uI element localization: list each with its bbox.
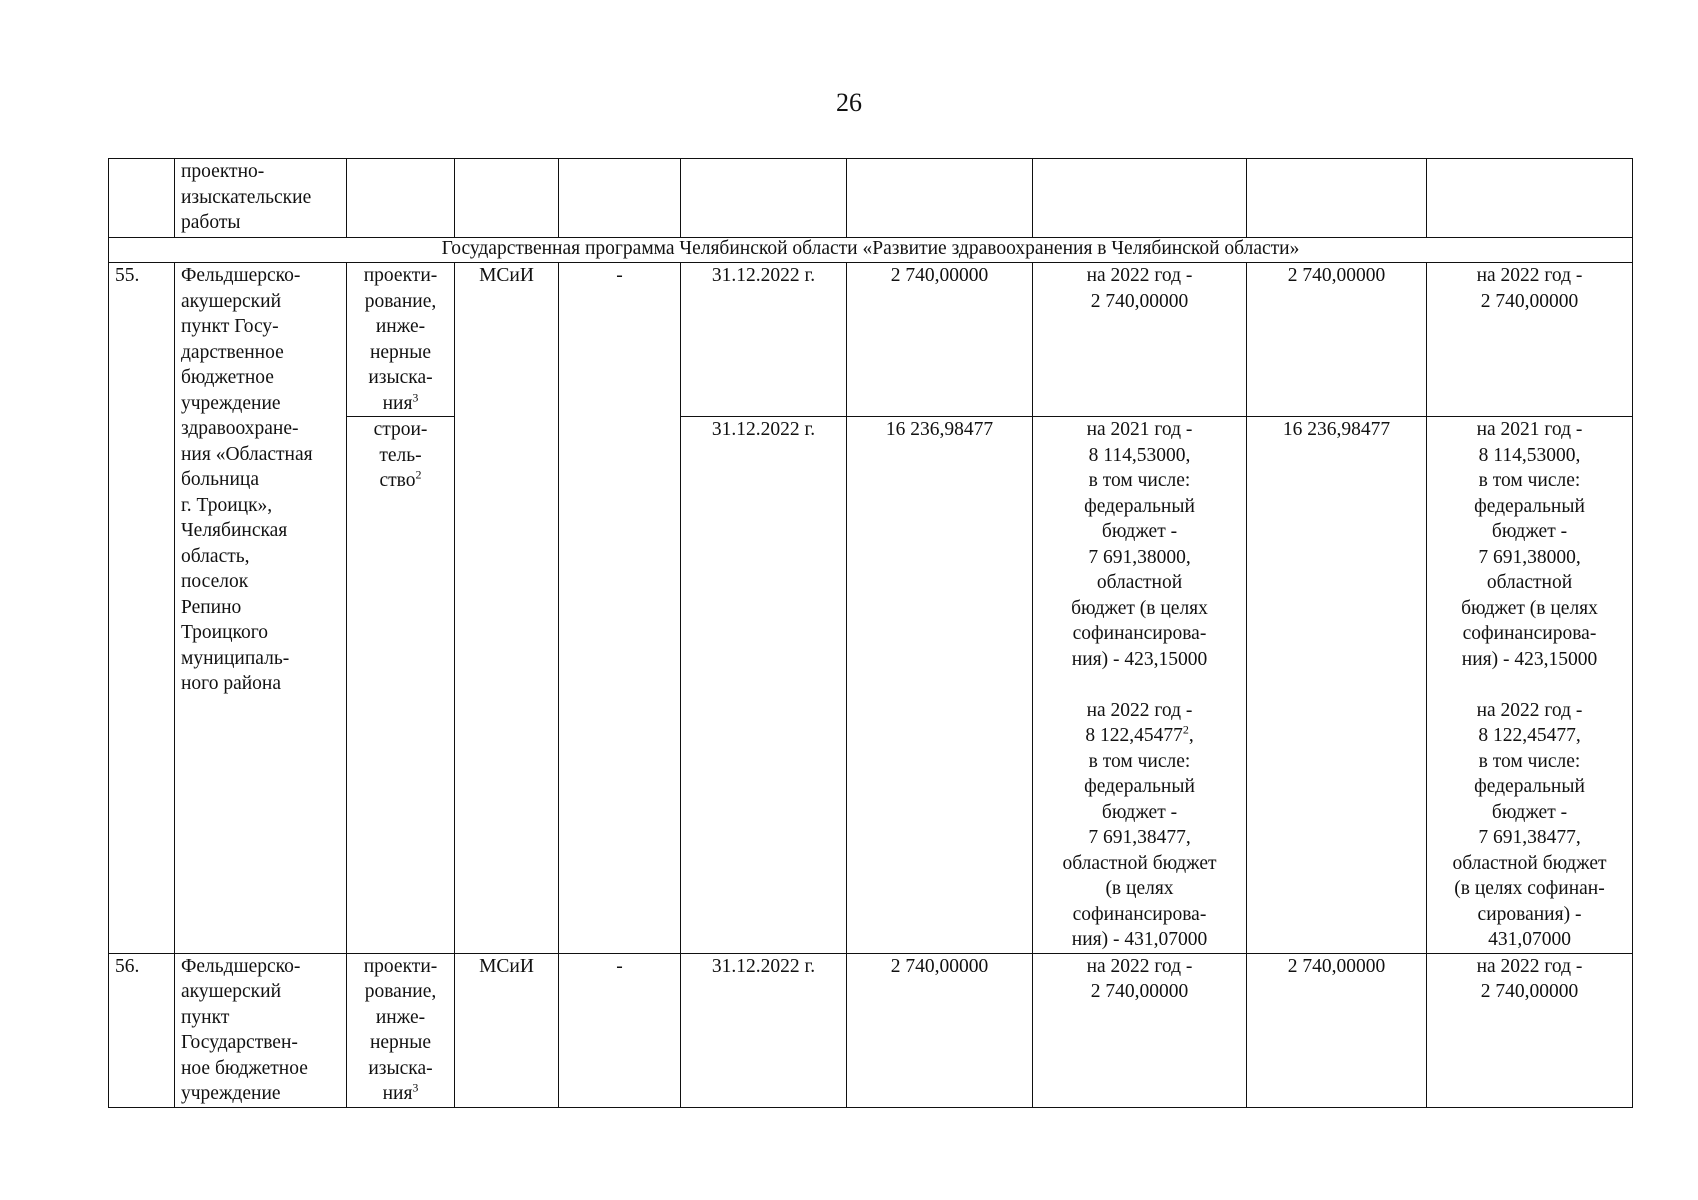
program-title-row <box>109 238 1633 263</box>
cell-financing <box>1033 159 1247 238</box>
cell-cost: 16 236,98477 <box>847 417 1033 954</box>
cell-deadline: 31.12.2022 г. <box>681 263 847 417</box>
cell-cost-2: 2 740,00000 <box>1247 263 1427 417</box>
cell-deadline <box>681 159 847 238</box>
cell-number: 55. <box>109 263 175 954</box>
cell-object-name: проектно- изыскательские работы <box>175 159 347 238</box>
cell-number: 56. <box>109 953 175 1107</box>
cell-number <box>109 159 175 238</box>
program-title: Государственная программа Челябинской области «Развитие здравоохранения в Челябинской области» <box>109 238 1633 263</box>
cell-deadline: 31.12.2022 г. <box>681 953 847 1107</box>
footnote-mark: 3 <box>412 390 419 404</box>
cell-financing: на 2022 год - 2 740,00000 <box>1033 263 1247 417</box>
cell-financing-2: на 2022 год - 2 740,00000 <box>1427 263 1633 417</box>
cell-financing-2: на 2022 год - 2 740,00000 <box>1427 953 1633 1107</box>
cell-cost-2: 16 236,98477 <box>1247 417 1427 954</box>
cell-cost <box>847 159 1033 238</box>
page-number: 26 <box>836 88 862 117</box>
cell-deadline: 31.12.2022 г. <box>681 417 847 954</box>
cell-cost-2: 2 740,00000 <box>1247 953 1427 1107</box>
work-type-text: проекти- рование, инже- нерные изыска- ния <box>363 955 438 1104</box>
cell-work-type <box>347 417 455 954</box>
cell-dash: - <box>559 953 681 1107</box>
work-type-text: строи- тель- ство <box>373 419 428 491</box>
table-row <box>109 953 1633 1107</box>
cell-financing: на 2022 год - 2 740,00000 <box>1033 953 1247 1107</box>
cell-financing <box>1033 417 1247 954</box>
cell-work-type <box>347 953 455 1107</box>
cell-work-type <box>347 263 455 417</box>
cell-customer: МСиИ <box>455 263 559 954</box>
cell-cost-2 <box>1247 159 1427 238</box>
footnote-mark: 2 <box>415 467 422 482</box>
table-row <box>109 263 1633 417</box>
cell-object-name: Фельдшерско- акушерский пункт Государствен- ное бюджетное учреждение <box>175 953 347 1107</box>
work-type-text: проекти- рование, инже- нерные изыска- ния <box>363 265 438 414</box>
cell-financing-2: на 2021 год - 8 114,53000, в том числе: федеральный бюджет - 7 691,38000, областной бюджет (в целях софинансирова- ния) - 423,15000 на 2022 год - 8 122,45477, в том числе: федеральный бюджет - 7 691,38477, областной бюджет (в целях софинан- сирования) - 431,07000 <box>1427 417 1633 954</box>
cell-customer: МСиИ <box>455 953 559 1107</box>
cell-dash <box>559 159 681 238</box>
cell-customer <box>455 159 559 238</box>
cell-financing-2 <box>1427 159 1633 238</box>
cell-work-type <box>347 159 455 238</box>
footnote-mark: 3 <box>412 1080 419 1095</box>
cell-cost: 2 740,00000 <box>847 263 1033 417</box>
object-list-table <box>108 158 1633 1108</box>
cell-dash: - <box>559 263 681 954</box>
financing-text: на 2021 год - 8 114,53000, в том числе: федеральный бюджет - 7 691,38000, областной бюджет (в целях софинансирова- ния) - 423,15000 на 2022 год - 8 122,45477 <box>1071 419 1208 746</box>
footnote-mark: 2 <box>1182 722 1189 737</box>
financing-text-cont: , в том числе: федеральный бюджет - 7 691,38477, областной бюджет (в целях софинансирова- ния) - 431,07000 <box>1062 725 1217 950</box>
cell-object-name: Фельдшерско- акушерский пункт Госу- дарственное бюджетное учреждение здравоохране- ния «Областная больница г. Троицк», Челябинская область, поселок Репино Троицкого муниципаль- ного района <box>175 263 347 954</box>
continuation-row <box>109 159 1633 238</box>
cell-cost: 2 740,00000 <box>847 953 1033 1107</box>
